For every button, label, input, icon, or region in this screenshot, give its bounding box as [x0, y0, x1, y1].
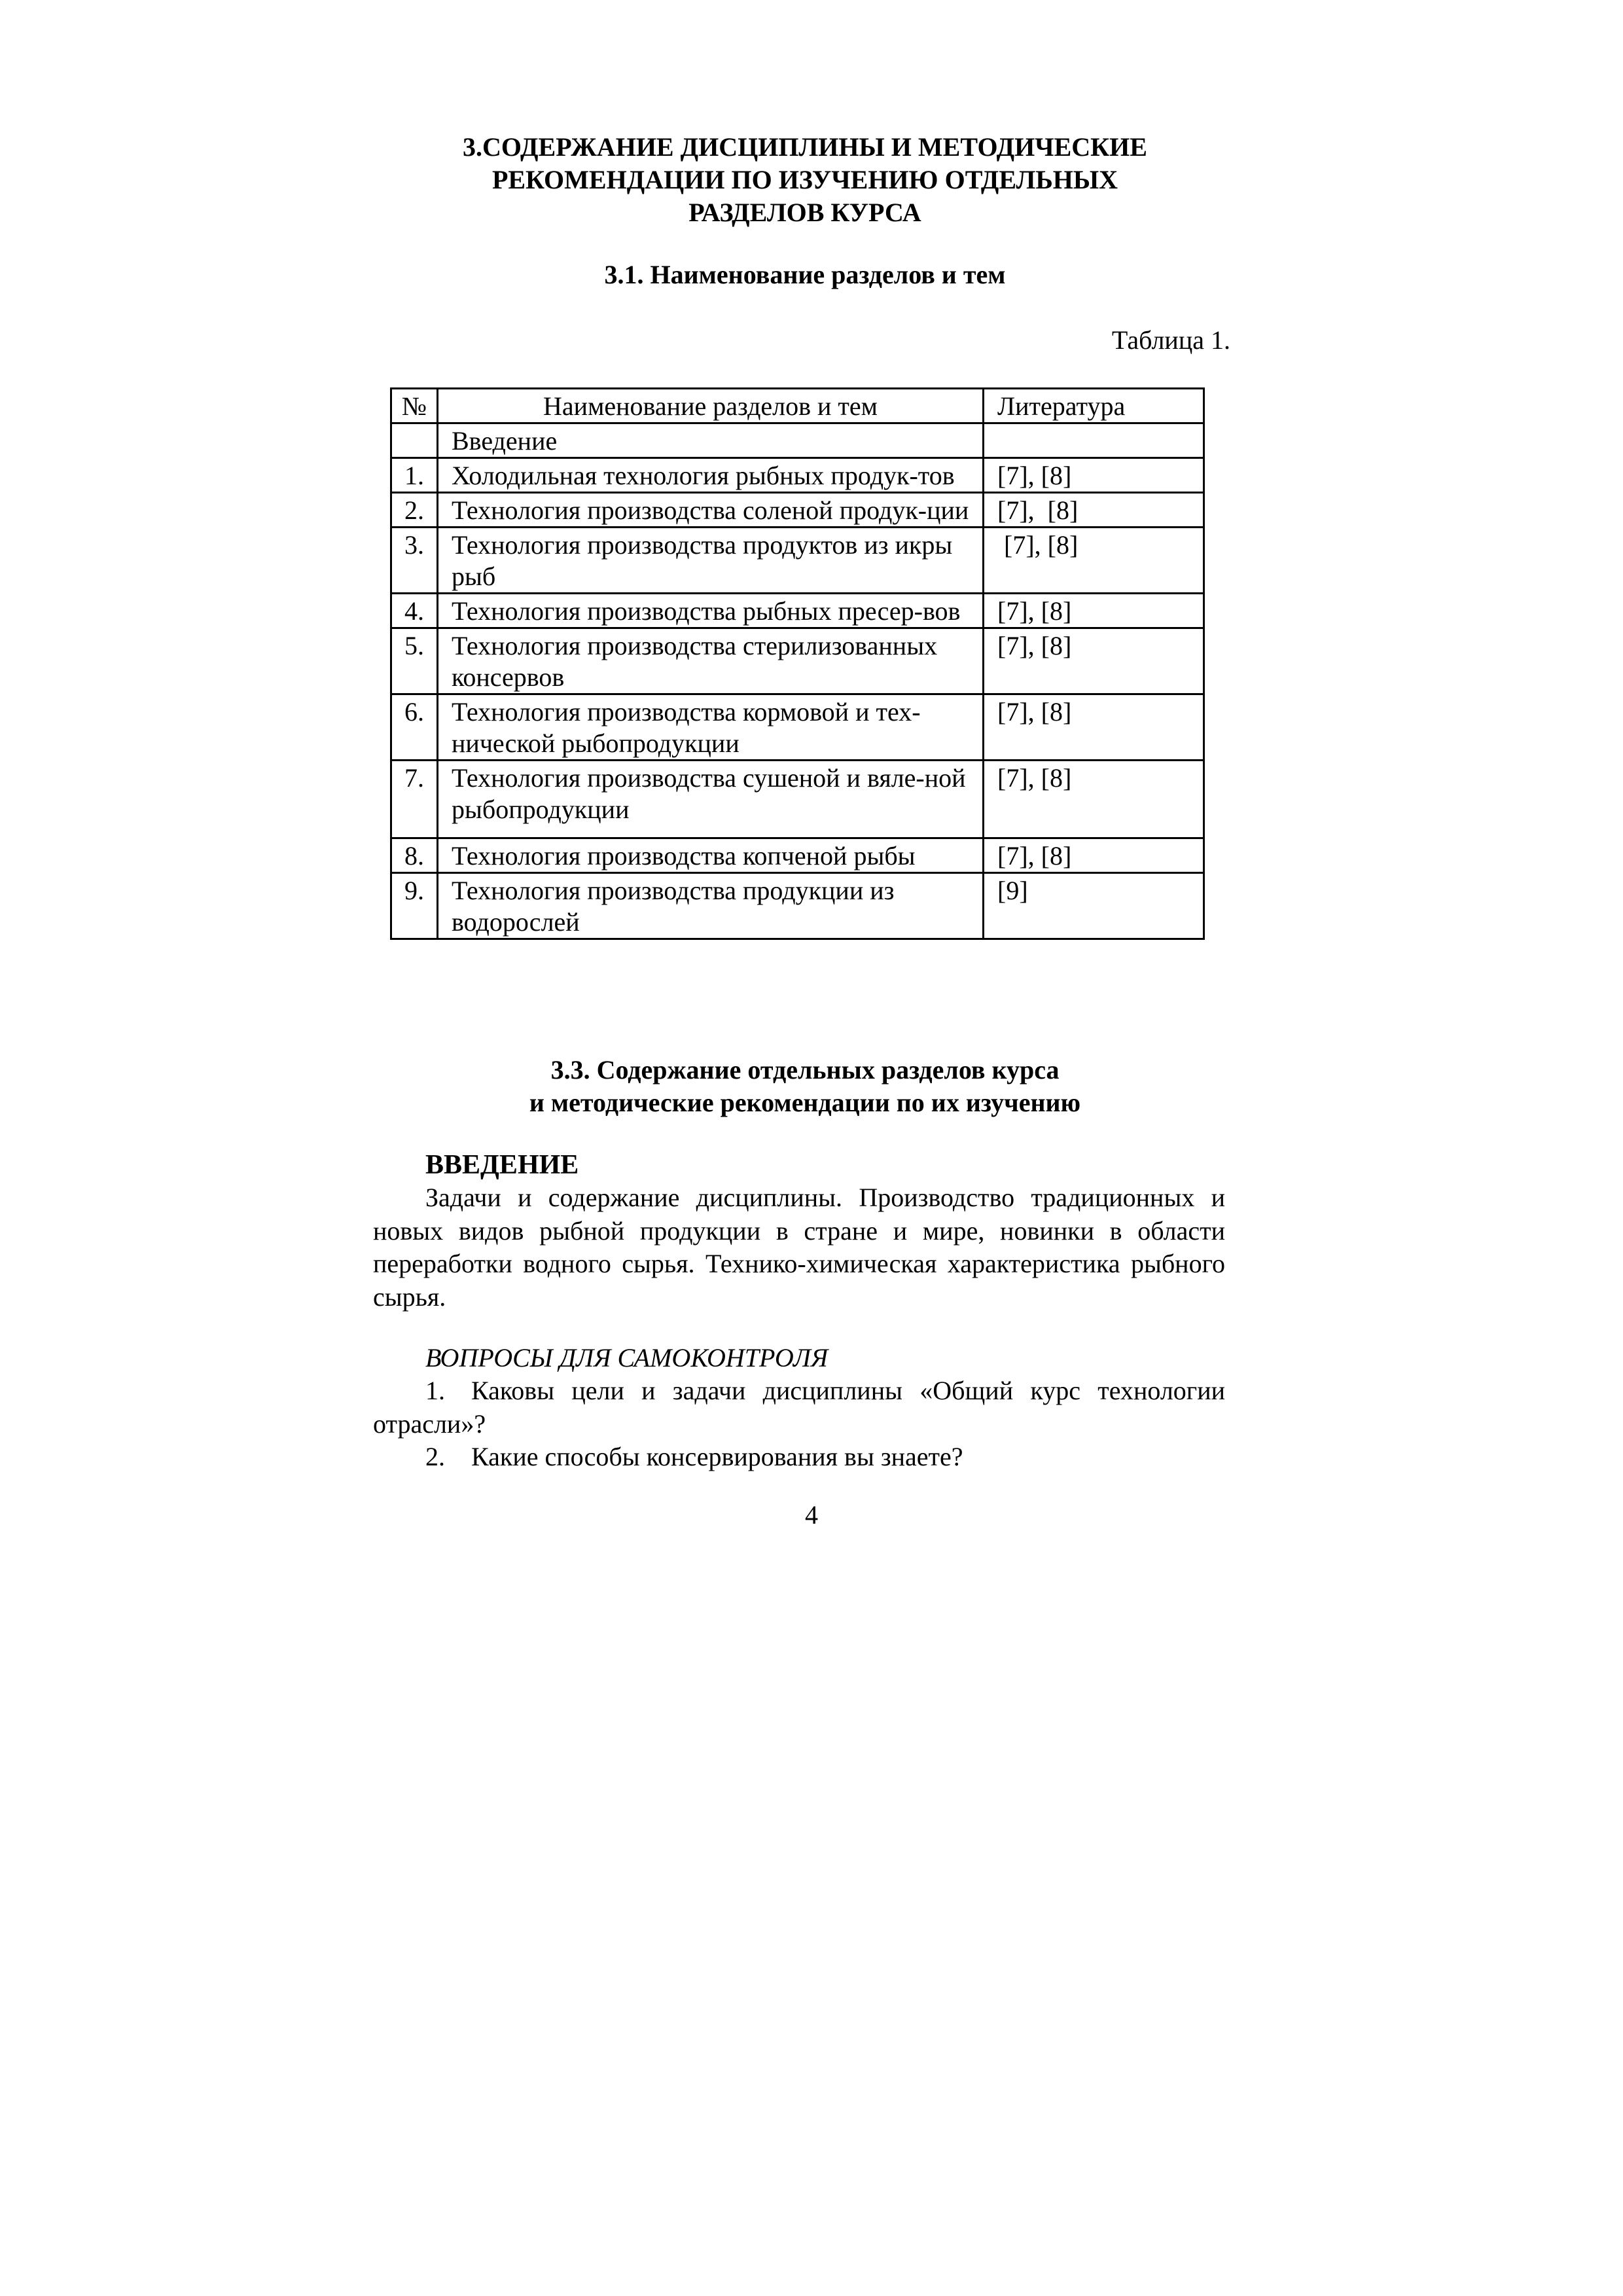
introduction-heading: ВВЕДЕНИЕ — [425, 1150, 579, 1180]
row-name: Технология производства продукции из водорослей — [438, 873, 984, 939]
subsection-title-line: 3.3. Содержание отдельных разделов курса — [550, 1055, 1060, 1085]
table-row — [391, 694, 1204, 761]
row-literature: [7], [8] — [984, 493, 1204, 528]
row-literature — [984, 423, 1204, 458]
table-row — [391, 528, 1204, 594]
row-number: 8. — [391, 838, 438, 873]
row-name: Технология производства стерилизованных консервов — [438, 628, 984, 694]
table-row — [391, 761, 1204, 838]
table-row — [391, 628, 1204, 694]
section-title: 3.1. Наименование разделов и тем — [604, 260, 1006, 289]
row-literature: [7], [8] — [984, 628, 1204, 694]
row-number: 3. — [391, 528, 438, 594]
row-number: 5. — [391, 628, 438, 694]
row-literature: [7], [8] — [984, 528, 1204, 594]
question-text: Каковы цели и задачи дисциплины «Общий курс технологии отрасли»? — [373, 1376, 1225, 1439]
header-literature: Литература — [984, 389, 1204, 423]
subsection-title-line: и методические рекомендации по их изучению — [529, 1088, 1081, 1117]
introduction-text: Задачи и содержание дисциплины. Производство традиционных и новых видов рыбной продукции в стране и мире, новинки в области переработки водного сырья. Технико-химическая характеристика рыбного сырья. — [373, 1183, 1225, 1312]
row-number — [391, 423, 438, 458]
table-row — [391, 838, 1204, 873]
row-number: 9. — [391, 873, 438, 939]
questions-list — [373, 1374, 1225, 1474]
questions-heading: ВОПРОСЫ ДЛЯ САМОКОНТРОЛЯ — [425, 1343, 829, 1372]
header-name: Наименование разделов и тем — [438, 389, 984, 423]
question-item — [373, 1441, 1225, 1474]
question-item — [373, 1374, 1225, 1441]
row-literature: [7], [8] — [984, 594, 1204, 628]
row-name: Технология производства рыбных пресер-вов — [438, 594, 984, 628]
chapter-title-line: РАЗДЕЛОВ КУРСА — [688, 198, 921, 227]
row-name: Холодильная технология рыбных продук-тов — [438, 458, 984, 493]
header-number: № — [391, 389, 438, 423]
row-number: 7. — [391, 761, 438, 838]
table-row — [391, 423, 1204, 458]
chapter-title — [373, 131, 1237, 229]
table-label: Таблица 1. — [1111, 325, 1230, 355]
table-row — [391, 873, 1204, 939]
topics-table — [390, 387, 1205, 940]
chapter-title-line: РЕКОМЕНДАЦИИ ПО ИЗУЧЕНИЮ ОТДЕЛЬНЫХ — [491, 165, 1118, 194]
row-number: 6. — [391, 694, 438, 761]
row-literature: [7], [8] — [984, 458, 1204, 493]
row-name: Введение — [438, 423, 984, 458]
row-name: Технология производства кормовой и тех-нической рыбопродукции — [438, 694, 984, 761]
row-name: Технология производства продуктов из икры рыб — [438, 528, 984, 594]
row-name: Технология производства соленой продук-ции — [438, 493, 984, 528]
table-row — [391, 493, 1204, 528]
subsection-title — [373, 1054, 1237, 1119]
table-row — [391, 458, 1204, 493]
row-number: 2. — [391, 493, 438, 528]
row-literature: [7], [8] — [984, 694, 1204, 761]
table-row — [391, 594, 1204, 628]
chapter-title-line: 3.СОДЕРЖАНИЕ ДИСЦИПЛИНЫ И МЕТОДИЧЕСКИЕ — [463, 132, 1147, 162]
row-literature: [7], [8] — [984, 761, 1204, 838]
question-number: 2. — [425, 1442, 445, 1471]
row-number: 1. — [391, 458, 438, 493]
page-number: 4 — [805, 1500, 818, 1530]
row-name: Технология производства копченой рыбы — [438, 838, 984, 873]
row-literature: [7], [8] — [984, 838, 1204, 873]
question-text: Какие способы консервирования вы знаете? — [471, 1442, 963, 1471]
row-name: Технология производства сушеной и вяле-ной рыбопродукции — [438, 761, 984, 838]
row-number: 4. — [391, 594, 438, 628]
question-number: 1. — [425, 1376, 445, 1405]
table-header-row — [391, 389, 1204, 423]
row-literature: [9] — [984, 873, 1204, 939]
